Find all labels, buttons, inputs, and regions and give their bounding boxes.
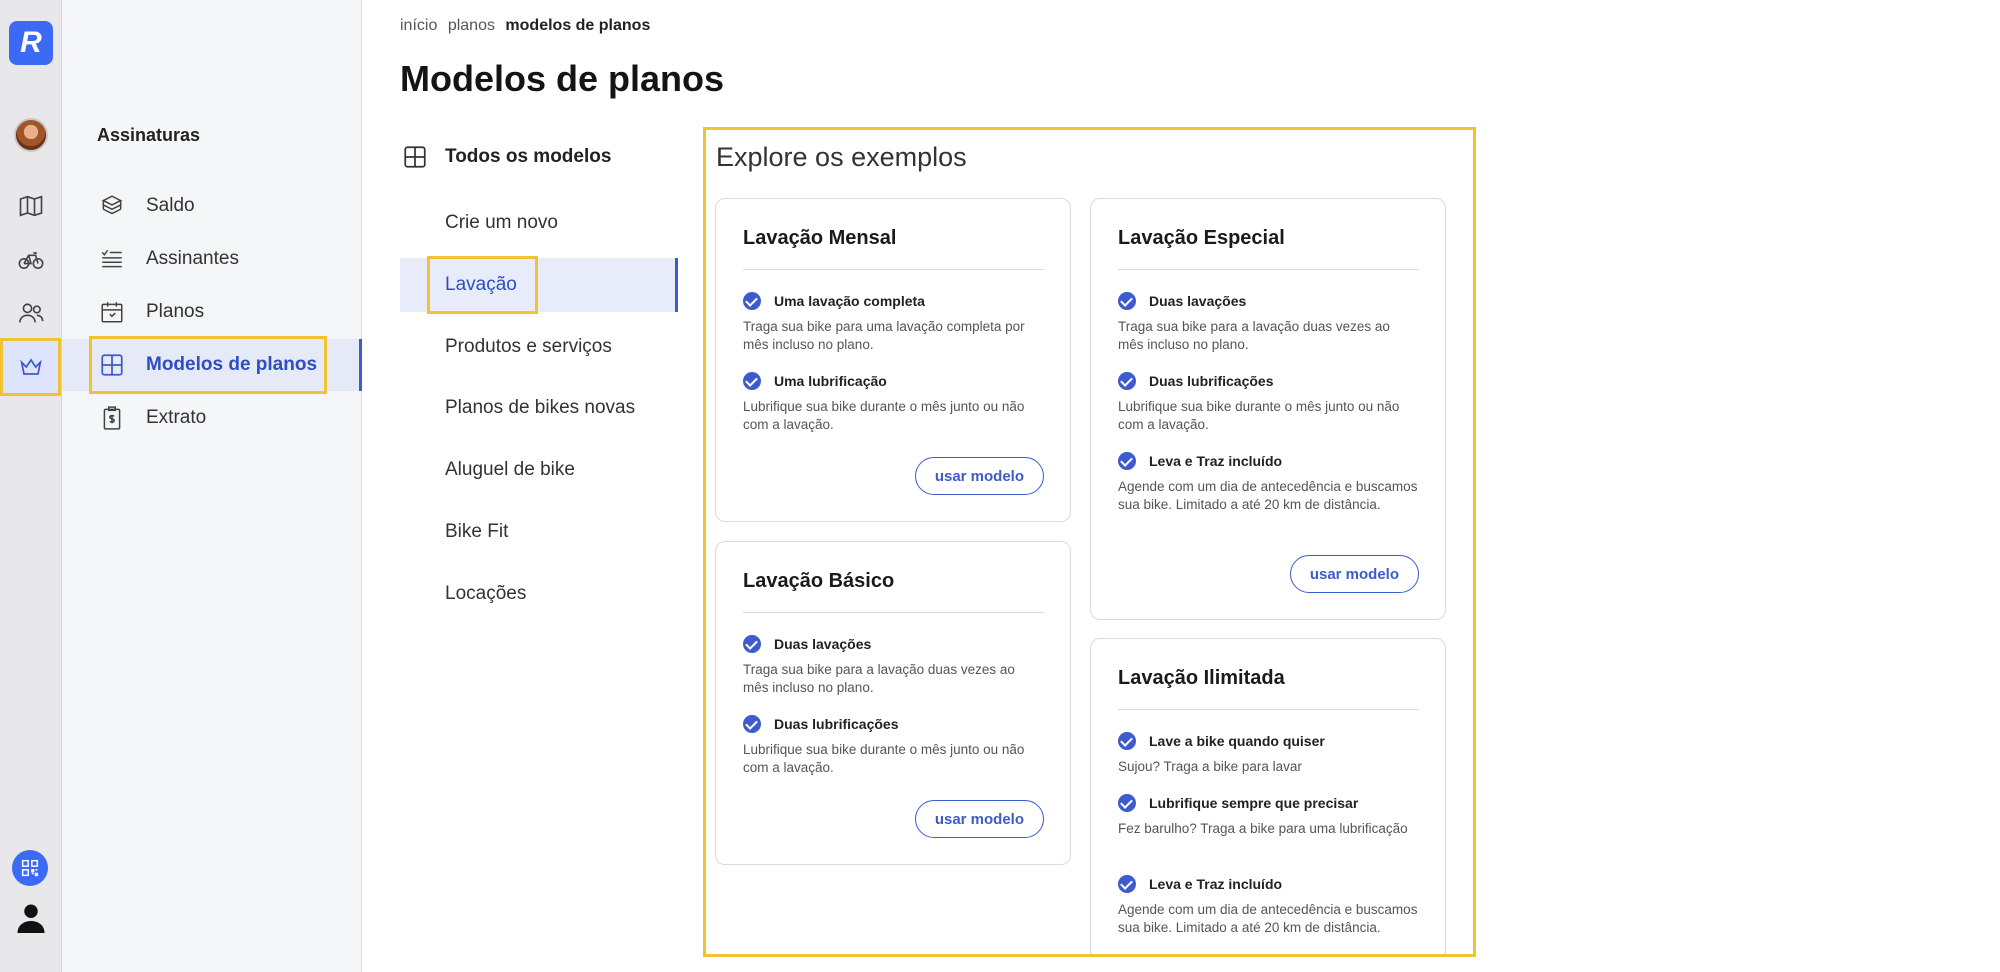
app-logo[interactable]: R (9, 21, 53, 65)
breadcrumb-link[interactable]: planos (447, 17, 495, 34)
feature-description: Lubrifique sua bike durante o mês junto ou não com a lavação. (743, 399, 1025, 432)
check-icon (1118, 372, 1136, 390)
calendar-icon (98, 298, 126, 326)
category-label: Aluguel de bike (445, 459, 575, 480)
category-item[interactable] (400, 443, 678, 497)
sidebar-item-label: Saldo (146, 195, 195, 216)
category-all-models[interactable] (400, 130, 678, 184)
feature-title: Duas lubrificações (1149, 373, 1274, 389)
sidebar-item-saldo[interactable] (62, 180, 362, 232)
divider (743, 612, 1044, 613)
section-title: Explore os exemplos (716, 142, 967, 172)
category-item[interactable] (400, 320, 678, 374)
map-icon[interactable] (13, 188, 49, 224)
category-label: Produtos e serviços (445, 336, 612, 357)
feature-description: Traga sua bike para a lavação duas vezes ao mês incluso no plano. (1118, 319, 1390, 352)
plan-template-card (1090, 198, 1446, 620)
feature-description: Lubrifique sua bike durante o mês junto ou não com a lavação. (743, 742, 1025, 775)
use-template-button[interactable]: usar modelo (915, 457, 1044, 495)
check-icon (743, 292, 761, 310)
divider (743, 269, 1044, 270)
category-item[interactable] (400, 567, 678, 621)
category-label: Bike Fit (445, 521, 509, 542)
category-label: Planos de bikes novas (445, 397, 636, 418)
list-icon (98, 245, 126, 273)
feature-title: Lave a bike quando quiser (1149, 733, 1325, 749)
check-icon (1118, 452, 1136, 470)
statement-icon (98, 404, 126, 432)
check-icon (1118, 732, 1136, 750)
subscriptions-crown-icon[interactable] (0, 338, 61, 396)
feature-description: Agende com um dia de antecedência e buscamos sua bike. Limitado a até 20 km de distância. (1118, 479, 1418, 512)
feature-description: Traga sua bike para a lavação duas vezes ao mês incluso no plano. (743, 662, 1015, 695)
users-icon[interactable] (13, 295, 49, 331)
divider (1118, 709, 1419, 710)
feature-description: Agende com um dia de antecedência e buscamos sua bike. Limitado a até 20 km de distância. (1118, 902, 1418, 935)
feature-title: Duas lubrificações (774, 716, 899, 732)
feature-description: Sujou? Traga a bike para lavar (1118, 759, 1302, 774)
qr-code-icon[interactable] (12, 850, 48, 886)
feature-description: Traga sua bike para uma lavação completa por mês incluso no plano. (743, 319, 1025, 352)
divider (1118, 269, 1419, 270)
feature-description: Fez barulho? Traga a bike para uma lubrificação (1118, 821, 1408, 836)
check-icon (743, 635, 761, 653)
breadcrumb-current: modelos de planos (505, 17, 651, 34)
grid-icon (402, 144, 428, 170)
feature-title: Lubrifique sempre que precisar (1149, 795, 1359, 811)
use-template-button[interactable]: usar modelo (1290, 555, 1419, 593)
plan-template-card (715, 541, 1071, 865)
receipt-stack-icon (98, 192, 126, 220)
grid-icon (98, 351, 126, 379)
feature-title: Leva e Traz incluído (1149, 876, 1283, 892)
store-avatar[interactable] (14, 118, 48, 152)
category-item[interactable] (400, 505, 678, 559)
check-icon (743, 715, 761, 733)
plan-template-card (1090, 638, 1446, 957)
card-title: Lavação Ilimitada (1118, 667, 1285, 689)
category-item-active[interactable] (400, 258, 678, 312)
sidebar-section-title: Assinaturas (97, 125, 201, 145)
plan-template-card (715, 198, 1071, 522)
category-label: Locações (445, 583, 527, 604)
feature-title: Duas lavações (1149, 293, 1247, 309)
feature-title: Uma lubrificação (774, 373, 887, 389)
category-label: Crie um novo (445, 212, 558, 233)
breadcrumb (400, 17, 656, 35)
category-item[interactable] (400, 381, 678, 435)
category-item[interactable] (400, 196, 678, 250)
subscriptions-sidebar (62, 0, 362, 972)
sidebar-item-label: Extrato (146, 407, 207, 428)
explore-examples-panel (703, 127, 1476, 957)
category-label: Todos os modelos (445, 146, 612, 167)
check-icon (743, 372, 761, 390)
feature-title: Leva e Traz incluído (1149, 453, 1283, 469)
category-label: Lavação (445, 274, 517, 295)
check-icon (1118, 875, 1136, 893)
card-title: Lavação Mensal (743, 227, 897, 249)
sidebar-item-planos[interactable] (62, 286, 362, 338)
bike-icon[interactable] (13, 242, 49, 278)
sidebar-item-extrato[interactable] (62, 392, 362, 444)
sidebar-item-label: Assinantes (146, 248, 239, 269)
feature-title: Uma lavação completa (774, 293, 925, 309)
sidebar-item-assinantes[interactable] (62, 233, 362, 285)
check-icon (1118, 794, 1136, 812)
user-profile-icon[interactable] (13, 900, 49, 936)
feature-title: Duas lavações (774, 636, 872, 652)
feature-description: Lubrifique sua bike durante o mês junto ou não com a lavação. (1118, 399, 1400, 432)
check-icon (1118, 292, 1136, 310)
sidebar-item-label: Modelos de planos (146, 354, 318, 375)
card-title: Lavação Básico (743, 570, 895, 592)
card-title: Lavação Especial (1118, 227, 1285, 249)
breadcrumb-link[interactable]: início (400, 17, 438, 34)
sidebar-item-label: Planos (146, 301, 205, 322)
icon-rail (0, 0, 62, 972)
sidebar-item-modelos-de-planos[interactable] (62, 339, 362, 391)
use-template-button[interactable]: usar modelo (915, 800, 1044, 838)
page-title: Modelos de planos (400, 58, 725, 99)
